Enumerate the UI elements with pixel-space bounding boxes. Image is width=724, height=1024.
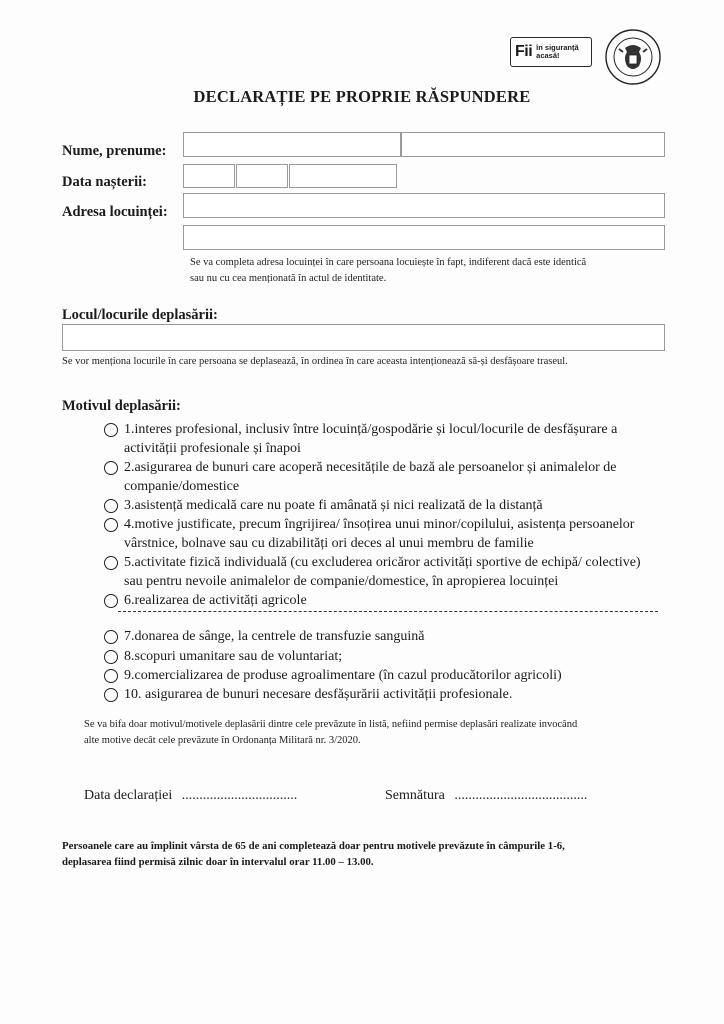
address-note-line-2: sau nu cu cea menționată în actul de identitate. [190,273,387,284]
reason-7-line-1: 7.donarea de sânge, la centrele de transfuzie sanguină [124,629,425,644]
reason-1-line-1: 1.interes profesional, inclusiv între locuință/gospodărie și locul/locurile de desfășurare a [124,422,618,437]
reason-5-line-2: sau pentru nevoile animalelor de companie/domestice, în apropierea locuinței [124,574,559,589]
radio-button[interactable] [104,499,118,513]
address-note-line-1: Se va completa adresa locuinței în care persoana locuiește în fapt, indiferent dacă este identică [190,257,587,268]
elder-note [62,838,712,870]
radio-button[interactable] [104,688,118,702]
reason-2-line-1: 2.asigurarea de bunuri care acoperă necesitățile de bază ale persoanelor și animalelor de [124,460,617,475]
radio-button[interactable] [104,556,118,570]
radio-button[interactable] [104,423,118,437]
campaign-logo-line-1: în siguranță [536,43,579,52]
radio-button[interactable] [104,650,118,664]
radio-button[interactable] [104,461,118,475]
reason-label: Motivul deplasării: [62,398,181,414]
campaign-logo-big-text: Fii [515,43,533,60]
reason-5-line-1: 5.activitate fizică individuală (cu excluderea oricăror activități sportive de echipă/ colective) [124,555,641,570]
reason-6-line-1: 6.realizarea de activități agricole [124,593,307,608]
reason-9-line-1: 9.comercializarea de produse agroalimentare (în cazul producătorilor agricoli) [124,668,562,683]
last-name-field[interactable] [183,132,401,157]
radio-button[interactable] [104,630,118,644]
reason-4-line-1: 4.motive justificate, precum îngrijirea/ însoțirea unui minor/copilului, asistența persoanelor [124,517,635,532]
radio-button[interactable] [104,518,118,532]
declaration-date-field[interactable]: ................................. [181,788,298,803]
address-note [190,255,670,287]
government-seal-icon [604,28,662,86]
name-label: Nume, prenume: [62,143,167,159]
signature-label: Semnătura [385,788,445,803]
reason-1-line-2: activității profesionale și înapoi [124,441,301,456]
section-divider [118,611,658,612]
radio-button[interactable] [104,594,118,608]
address-line-2-field[interactable] [183,225,665,250]
elder-note-line-1: Persoanele care au împlinit vârsta de 65 de ani completează doar pentru motivele prevăzute în câmpurile 1-6, [62,840,565,852]
reason-4-line-2: vârstnice, bolnave sau cu dizabilități ori deces al unui membru de familie [124,536,534,551]
places-note: Se vor menționa locurile în care persoana se deplasează, în ordinea în care aceasta intenționează să-și desfășoare traseul. [62,356,568,367]
birth-month-field[interactable] [236,164,288,188]
address-line-1-field[interactable] [183,193,665,218]
reason-3-line-1: 3.asistență medicală care nu poate fi amânată și nici realizată de la distanță [124,498,543,513]
places-field[interactable] [62,324,665,351]
rule-note [84,717,704,749]
rule-note-line-1: Se va bifa doar motivul/motivele deplasării dintre cele prevăzute în listă, nefiind permise deplasări realizate invocând [84,719,578,730]
birth-date-label: Data nașterii: [62,174,147,190]
first-name-field[interactable] [401,132,665,157]
reason-2-line-2: companie/domestice [124,479,240,494]
declaration-date-label: Data declarației [84,788,173,803]
reason-10-line-1: 10. asigurarea de bunuri necesare desfășurării activității profesionale. [124,687,513,702]
places-label: Locul/locurile deplasării: [62,307,218,323]
rule-note-line-2: alte motive decât cele prevăzute în Ordonanța Militară nr. 3/2020. [84,735,361,746]
page-title: DECLARAȚIE PE PROPRIE RĂSPUNDERE [193,87,531,106]
campaign-logo-small-text [536,44,579,60]
radio-button[interactable] [104,669,118,683]
birth-year-field[interactable] [289,164,397,188]
reason-8-line-1: 8.scopuri umanitare sau de voluntariat; [124,649,343,664]
birth-day-field[interactable] [183,164,235,188]
signature [385,788,587,804]
elder-note-line-2: deplasarea fiind permisă zilnic doar în intervalul orar 11.00 – 13.00. [62,856,374,868]
campaign-logo [510,37,592,67]
address-label: Adresa locuinței: [62,204,168,220]
campaign-logo-line-2: acasă! [536,51,560,60]
declaration-date [84,788,297,804]
signature-field[interactable]: ...................................... [454,788,588,803]
